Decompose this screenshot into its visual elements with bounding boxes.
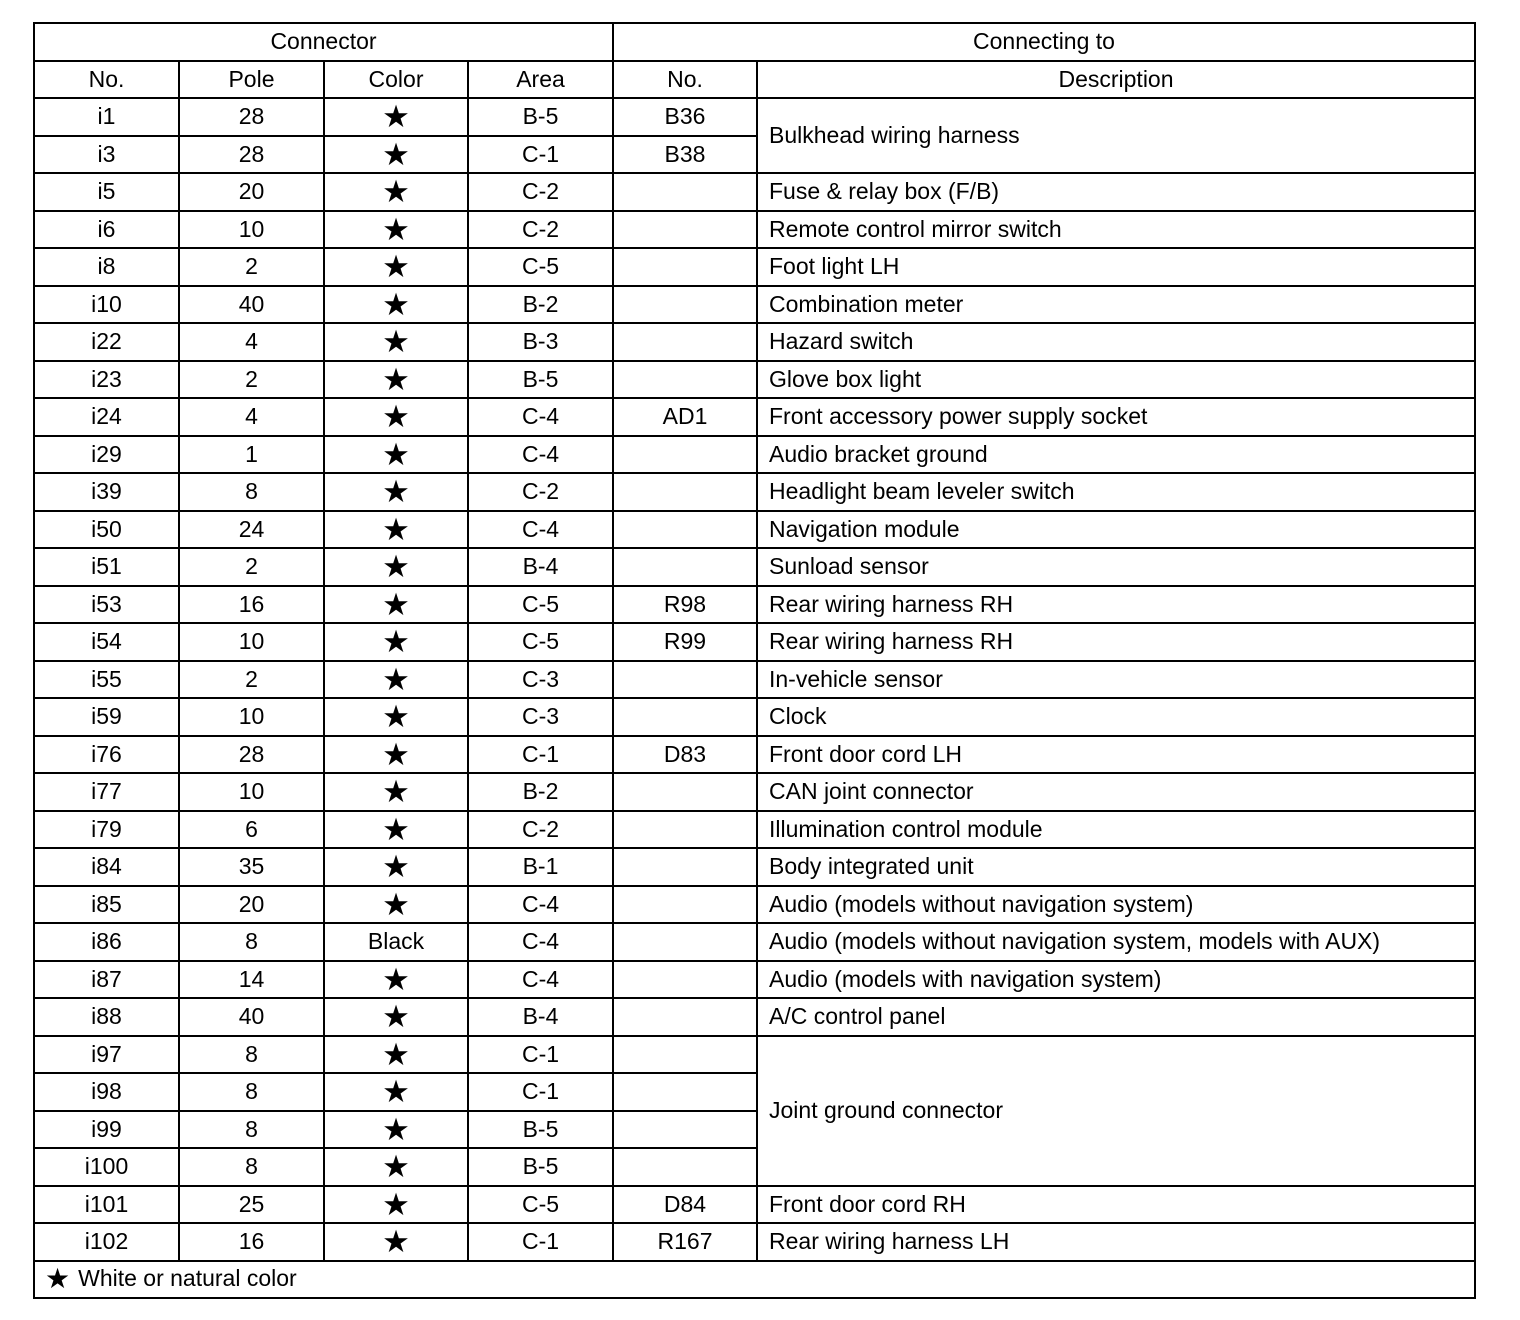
connecting-description: Audio (models without navigation system) — [757, 886, 1475, 924]
connecting-description: Audio (models without navigation system, models with AUX) — [757, 923, 1475, 961]
connector-area: C-1 — [468, 136, 613, 174]
connector-area: C-2 — [468, 473, 613, 511]
connector-no: i79 — [34, 811, 179, 849]
table-row — [34, 623, 1475, 661]
connecting-no — [613, 548, 757, 586]
connector-no: i10 — [34, 286, 179, 324]
connecting-no — [613, 1148, 757, 1186]
connector-no: i85 — [34, 886, 179, 924]
connecting-no — [613, 848, 757, 886]
footnote-text: White or natural color — [78, 1265, 297, 1292]
connector-color: ★ — [324, 811, 468, 849]
connecting-description: Audio (models with navigation system) — [757, 961, 1475, 999]
connector-color: ★ — [324, 1148, 468, 1186]
table-row — [34, 548, 1475, 586]
group-header-row — [34, 23, 1475, 61]
connector-pole: 28 — [179, 736, 324, 774]
connector-color: ★ — [324, 886, 468, 924]
connector-area: C-2 — [468, 211, 613, 249]
connector-area: C-4 — [468, 886, 613, 924]
connector-area: B-5 — [468, 98, 613, 136]
connecting-no: AD1 — [613, 398, 757, 436]
connector-no: i22 — [34, 323, 179, 361]
table-row — [34, 773, 1475, 811]
connecting-no: R98 — [613, 586, 757, 624]
connector-no: i101 — [34, 1186, 179, 1224]
connector-color: ★ — [324, 698, 468, 736]
connector-area: C-1 — [468, 1073, 613, 1111]
connector-area: B-2 — [468, 773, 613, 811]
connecting-description: Rear wiring harness LH — [757, 1223, 1475, 1261]
connector-no: i54 — [34, 623, 179, 661]
connector-no: i87 — [34, 961, 179, 999]
connector-area: C-4 — [468, 398, 613, 436]
connecting-no — [613, 998, 757, 1036]
table-row — [34, 848, 1475, 886]
connector-color: ★ — [324, 98, 468, 136]
footnote — [34, 1261, 1475, 1299]
connector-pole: 20 — [179, 173, 324, 211]
connecting-no — [613, 1111, 757, 1149]
connector-area: B-5 — [468, 1111, 613, 1149]
connecting-no — [613, 1036, 757, 1074]
connector-color: ★ — [324, 1186, 468, 1224]
connector-area: C-5 — [468, 248, 613, 286]
table-row — [34, 811, 1475, 849]
connector-color: ★ — [324, 248, 468, 286]
table-row — [34, 323, 1475, 361]
connecting-no — [613, 661, 757, 699]
table-row — [34, 1036, 1475, 1074]
connector-no: i55 — [34, 661, 179, 699]
connector-no: i84 — [34, 848, 179, 886]
table-row — [34, 361, 1475, 399]
connector-area: C-3 — [468, 698, 613, 736]
connecting-no — [613, 1073, 757, 1111]
connector-pole: 10 — [179, 211, 324, 249]
connector-pole: 6 — [179, 811, 324, 849]
connector-color: ★ — [324, 173, 468, 211]
connector-area: B-3 — [468, 323, 613, 361]
group-header-connector: Connector — [34, 23, 613, 61]
connecting-description: Glove box light — [757, 361, 1475, 399]
connector-area: C-1 — [468, 736, 613, 774]
connector-pole: 8 — [179, 1148, 324, 1186]
connector-no: i102 — [34, 1223, 179, 1261]
connecting-no — [613, 473, 757, 511]
connector-color: ★ — [324, 286, 468, 324]
connecting-description: Illumination control module — [757, 811, 1475, 849]
connector-area: C-3 — [468, 661, 613, 699]
connector-pole: 40 — [179, 286, 324, 324]
connector-area: B-4 — [468, 548, 613, 586]
connecting-description: Combination meter — [757, 286, 1475, 324]
connecting-description: Bulkhead wiring harness — [757, 98, 1475, 173]
connector-area: C-2 — [468, 811, 613, 849]
table-row — [34, 586, 1475, 624]
connector-pole: 8 — [179, 923, 324, 961]
table-row — [34, 511, 1475, 549]
connector-color: Black — [324, 923, 468, 961]
connector-pole: 14 — [179, 961, 324, 999]
connecting-no: R167 — [613, 1223, 757, 1261]
connector-pole: 28 — [179, 98, 324, 136]
connector-no: i76 — [34, 736, 179, 774]
connector-color: ★ — [324, 361, 468, 399]
connector-no: i39 — [34, 473, 179, 511]
connector-area: C-4 — [468, 511, 613, 549]
connector-no: i51 — [34, 548, 179, 586]
connector-area: C-2 — [468, 173, 613, 211]
connector-pole: 40 — [179, 998, 324, 1036]
connecting-no — [613, 173, 757, 211]
connector-area: C-4 — [468, 923, 613, 961]
star-icon: ★ — [45, 1263, 71, 1295]
connector-color: ★ — [324, 1036, 468, 1074]
connector-pole: 1 — [179, 436, 324, 474]
connector-area: C-5 — [468, 623, 613, 661]
connecting-description: Front accessory power supply socket — [757, 398, 1475, 436]
connector-pole: 4 — [179, 323, 324, 361]
table-row — [34, 736, 1475, 774]
connecting-description: Foot light LH — [757, 248, 1475, 286]
connector-table — [33, 22, 1476, 1299]
connecting-description: Navigation module — [757, 511, 1475, 549]
group-header-connecting-to: Connecting to — [613, 23, 1475, 61]
table-row — [34, 248, 1475, 286]
connecting-no: B36 — [613, 98, 757, 136]
connecting-description: Body integrated unit — [757, 848, 1475, 886]
connector-color: ★ — [324, 136, 468, 174]
connector-area: C-1 — [468, 1036, 613, 1074]
connector-color: ★ — [324, 623, 468, 661]
connector-pole: 4 — [179, 398, 324, 436]
connector-color: ★ — [324, 1111, 468, 1149]
connecting-no — [613, 286, 757, 324]
connecting-no: R99 — [613, 623, 757, 661]
connector-color: ★ — [324, 1073, 468, 1111]
connecting-no — [613, 436, 757, 474]
connector-no: i23 — [34, 361, 179, 399]
connector-area: C-1 — [468, 1223, 613, 1261]
connector-no: i86 — [34, 923, 179, 961]
connecting-no — [613, 773, 757, 811]
connector-color: ★ — [324, 1223, 468, 1261]
column-header-area: Area — [468, 61, 613, 99]
connecting-description: Fuse & relay box (F/B) — [757, 173, 1475, 211]
table-row — [34, 1223, 1475, 1261]
connector-area: B-5 — [468, 1148, 613, 1186]
connecting-description: Clock — [757, 698, 1475, 736]
connector-no: i77 — [34, 773, 179, 811]
table-row — [34, 961, 1475, 999]
connector-no: i5 — [34, 173, 179, 211]
connecting-description: Front door cord RH — [757, 1186, 1475, 1224]
table-row — [34, 473, 1475, 511]
connector-color: ★ — [324, 398, 468, 436]
connecting-description: Front door cord LH — [757, 736, 1475, 774]
connecting-no — [613, 248, 757, 286]
column-header-pole: Pole — [179, 61, 324, 99]
connector-color: ★ — [324, 848, 468, 886]
table-row — [34, 286, 1475, 324]
connector-pole: 8 — [179, 1073, 324, 1111]
connector-no: i53 — [34, 586, 179, 624]
connecting-no — [613, 811, 757, 849]
connector-pole: 16 — [179, 1223, 324, 1261]
connecting-no — [613, 323, 757, 361]
connector-no: i50 — [34, 511, 179, 549]
connector-no: i6 — [34, 211, 179, 249]
connecting-description: Joint ground connector — [757, 1036, 1475, 1186]
connecting-description: A/C control panel — [757, 998, 1475, 1036]
connecting-no — [613, 211, 757, 249]
connector-color: ★ — [324, 998, 468, 1036]
connector-color: ★ — [324, 661, 468, 699]
connecting-no — [613, 361, 757, 399]
connector-color: ★ — [324, 473, 468, 511]
connector-pole: 10 — [179, 698, 324, 736]
connector-area: B-4 — [468, 998, 613, 1036]
connector-color: ★ — [324, 961, 468, 999]
connector-area: B-1 — [468, 848, 613, 886]
connector-pole: 8 — [179, 1036, 324, 1074]
connecting-description: CAN joint connector — [757, 773, 1475, 811]
connecting-no: D83 — [613, 736, 757, 774]
connecting-description: Sunload sensor — [757, 548, 1475, 586]
connecting-description: Remote control mirror switch — [757, 211, 1475, 249]
connecting-no — [613, 923, 757, 961]
column-header-color: Color — [324, 61, 468, 99]
connector-pole: 8 — [179, 1111, 324, 1149]
connector-pole: 24 — [179, 511, 324, 549]
connecting-description: Rear wiring harness RH — [757, 586, 1475, 624]
connector-color: ★ — [324, 586, 468, 624]
connector-color: ★ — [324, 511, 468, 549]
connecting-no — [613, 698, 757, 736]
table-row — [34, 398, 1475, 436]
connector-no: i100 — [34, 1148, 179, 1186]
table-row — [34, 998, 1475, 1036]
table-row — [34, 436, 1475, 474]
connecting-no — [613, 961, 757, 999]
connector-no: i88 — [34, 998, 179, 1036]
connecting-no: D84 — [613, 1186, 757, 1224]
column-header-row — [34, 61, 1475, 99]
table-row — [34, 173, 1475, 211]
connector-pole: 20 — [179, 886, 324, 924]
connector-area: B-2 — [468, 286, 613, 324]
connecting-description: Rear wiring harness RH — [757, 623, 1475, 661]
table-row — [34, 1186, 1475, 1224]
connector-pole: 10 — [179, 773, 324, 811]
connector-color: ★ — [324, 436, 468, 474]
connector-no: i99 — [34, 1111, 179, 1149]
connector-color: ★ — [324, 548, 468, 586]
connector-color: ★ — [324, 323, 468, 361]
connector-area: C-4 — [468, 961, 613, 999]
connector-area: C-4 — [468, 436, 613, 474]
connector-no: i97 — [34, 1036, 179, 1074]
connector-no: i98 — [34, 1073, 179, 1111]
connecting-no — [613, 511, 757, 549]
table-row — [34, 211, 1475, 249]
connector-no: i1 — [34, 98, 179, 136]
connecting-description: Audio bracket ground — [757, 436, 1475, 474]
connector-no: i59 — [34, 698, 179, 736]
connector-area: B-5 — [468, 361, 613, 399]
table-row — [34, 698, 1475, 736]
connector-pole: 28 — [179, 136, 324, 174]
connector-no: i24 — [34, 398, 179, 436]
connecting-no — [613, 886, 757, 924]
connector-no: i3 — [34, 136, 179, 174]
connector-pole: 10 — [179, 623, 324, 661]
table-row — [34, 923, 1475, 961]
connecting-description: In-vehicle sensor — [757, 661, 1475, 699]
table-row — [34, 661, 1475, 699]
connecting-description: Hazard switch — [757, 323, 1475, 361]
column-header-description: Description — [757, 61, 1475, 99]
connecting-description: Headlight beam leveler switch — [757, 473, 1475, 511]
column-header-no: No. — [34, 61, 179, 99]
connector-color: ★ — [324, 736, 468, 774]
connector-color: ★ — [324, 773, 468, 811]
connector-area: C-5 — [468, 1186, 613, 1224]
connector-pole: 16 — [179, 586, 324, 624]
connector-pole: 25 — [179, 1186, 324, 1224]
footnote-row — [34, 1261, 1475, 1299]
connecting-no: B38 — [613, 136, 757, 174]
connector-no: i8 — [34, 248, 179, 286]
table-row — [34, 886, 1475, 924]
connector-pole: 2 — [179, 661, 324, 699]
connector-pole: 35 — [179, 848, 324, 886]
table-row — [34, 98, 1475, 136]
connector-pole: 8 — [179, 473, 324, 511]
connector-no: i29 — [34, 436, 179, 474]
column-header-connecting-no: No. — [613, 61, 757, 99]
connector-pole: 2 — [179, 548, 324, 586]
connector-color: ★ — [324, 211, 468, 249]
connector-pole: 2 — [179, 248, 324, 286]
connector-area: C-5 — [468, 586, 613, 624]
connector-pole: 2 — [179, 361, 324, 399]
